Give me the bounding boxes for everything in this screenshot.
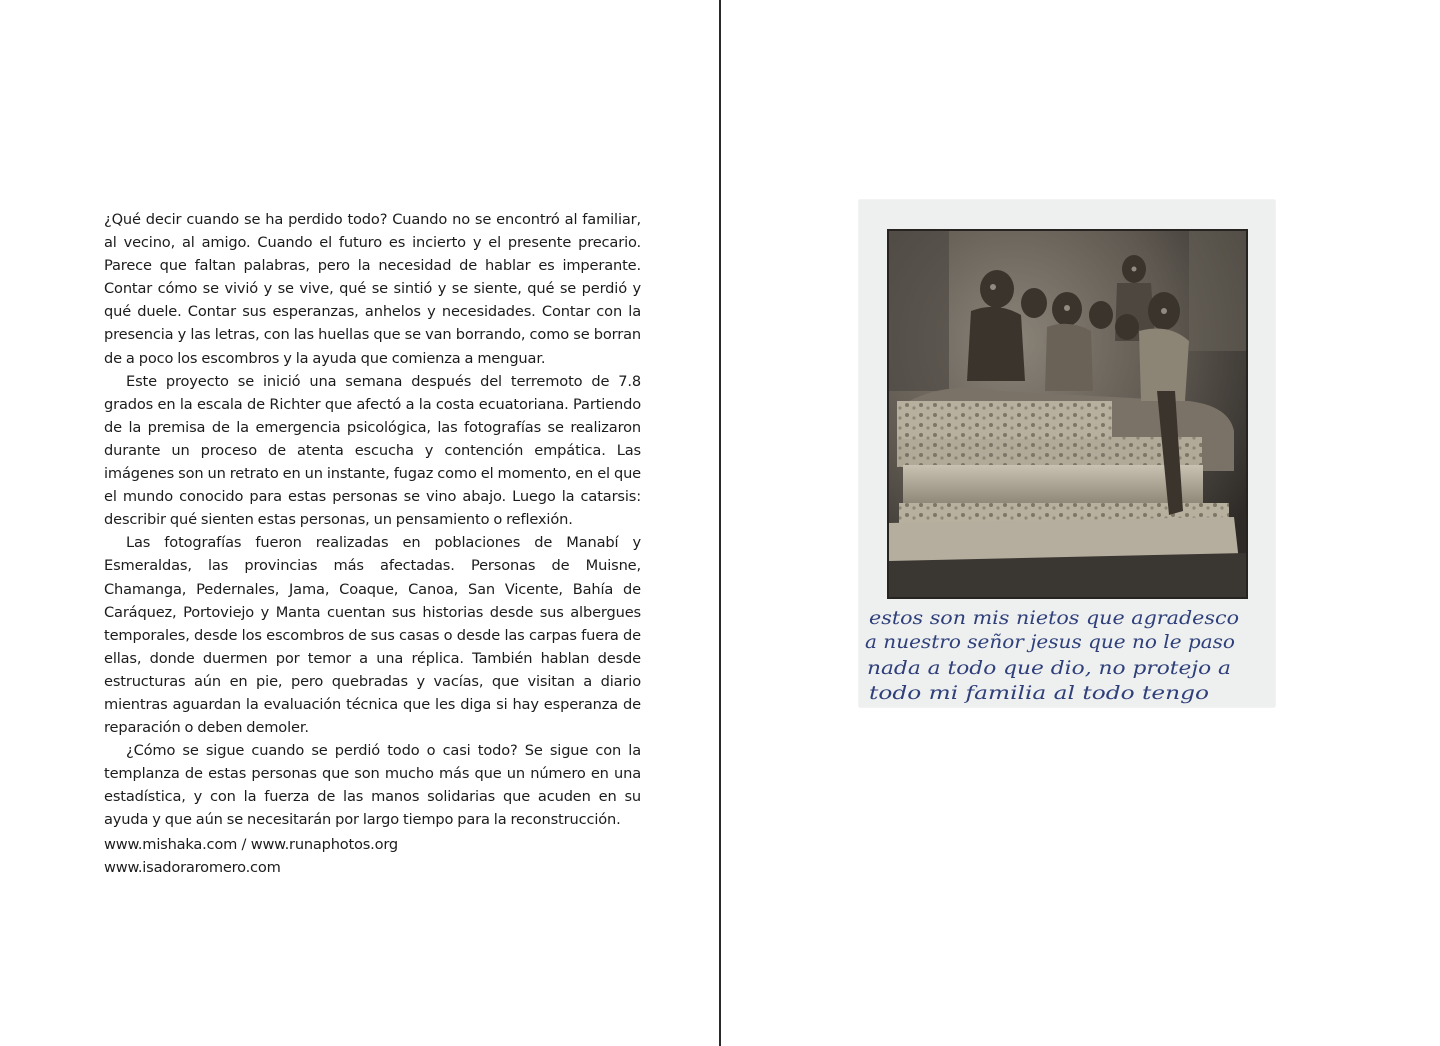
polaroid-photo xyxy=(859,200,1275,707)
paragraph-2: Este proyecto se inició una semana después del terremoto de 7.8 grados en la escala de Richter que afectó a la costa ecuatoriana. Partiendo de la premisa de la emergencia psicológica, las fotografías se realizaron durante un proceso de atenta escucha y contención empática. Las imágenes son un retrato en un instante, fugaz como el momento, en el que el mundo conocido para estas personas se vino abajo. Luego la catarsis: describir qué sienten estas personas, un pensamiento o reflexión. xyxy=(104,372,641,529)
website-links xyxy=(104,833,398,879)
link-line-1[interactable]: www.mishaka.com / www.runaphotos.org xyxy=(104,836,398,853)
handwriting-line-4: todo mi familia al todo tengo xyxy=(869,682,1209,704)
handwritten-caption xyxy=(863,602,1271,704)
family-photo-illustration xyxy=(889,231,1246,597)
photo-image xyxy=(887,229,1248,599)
essay-text xyxy=(104,208,641,832)
handwriting-line-3: nada a todo que dio, no protejo a xyxy=(867,657,1231,679)
left-page xyxy=(0,0,719,1046)
paragraph-3: Las fotografías fueron realizadas en poblaciones de Manabí y Esmeraldas, las provincias más afectadas. Personas de Muisne, Chamanga, Pedernales, Jama, Coaque, Canoa, San Vicente, Bahía de Caráquez, Portoviejo y Manta cuentan sus historias desde sus albergues temporales, desde los escombros de sus casas o desde las carpas fuera de ellas, donde duermen por temor a una réplica. También hablan desde estructuras aún en pie, pero quebradas y vacías, que visitan a diario mientras aguardan la evaluación técnica que les diga si hay esperanza de reparación o deben demoler. xyxy=(104,534,641,737)
handwriting-line-2: a nuestro señor jesus que no le paso xyxy=(865,631,1235,653)
link-line-2[interactable]: www.isadoraromero.com xyxy=(104,859,281,877)
paragraph-1: ¿Qué decir cuando se ha perdido todo? Cuando no se encontró al familiar, al vecino, al amigo. Cuando el futuro es incierto y el presente precario. Parece que faltan palabras, pero la necesidad de hablar es imperante. Contar cómo se vivió y se vive, qué se sintió y se siente, qué se perdió y qué duele. Contar sus esperanzas, anhelos y necesidades. Contar con la presencia y las letras, con las huellas que se van borrando, como se borran de a poco los escombros y la ayuda que comienza a menguar. xyxy=(104,211,641,367)
handwriting-line-1: estos son mis nietos que agradesco xyxy=(869,607,1239,629)
paragraph-4: ¿Cómo se sigue cuando se perdió todo o casi todo? Se sigue con la templanza de estas personas que son mucho más que un número en una estadística, y con la fuerza de las manos solidarias que acuden en su ayuda y que aún se necesitarán por largo tiempo para la reconstrucción. xyxy=(104,742,641,829)
